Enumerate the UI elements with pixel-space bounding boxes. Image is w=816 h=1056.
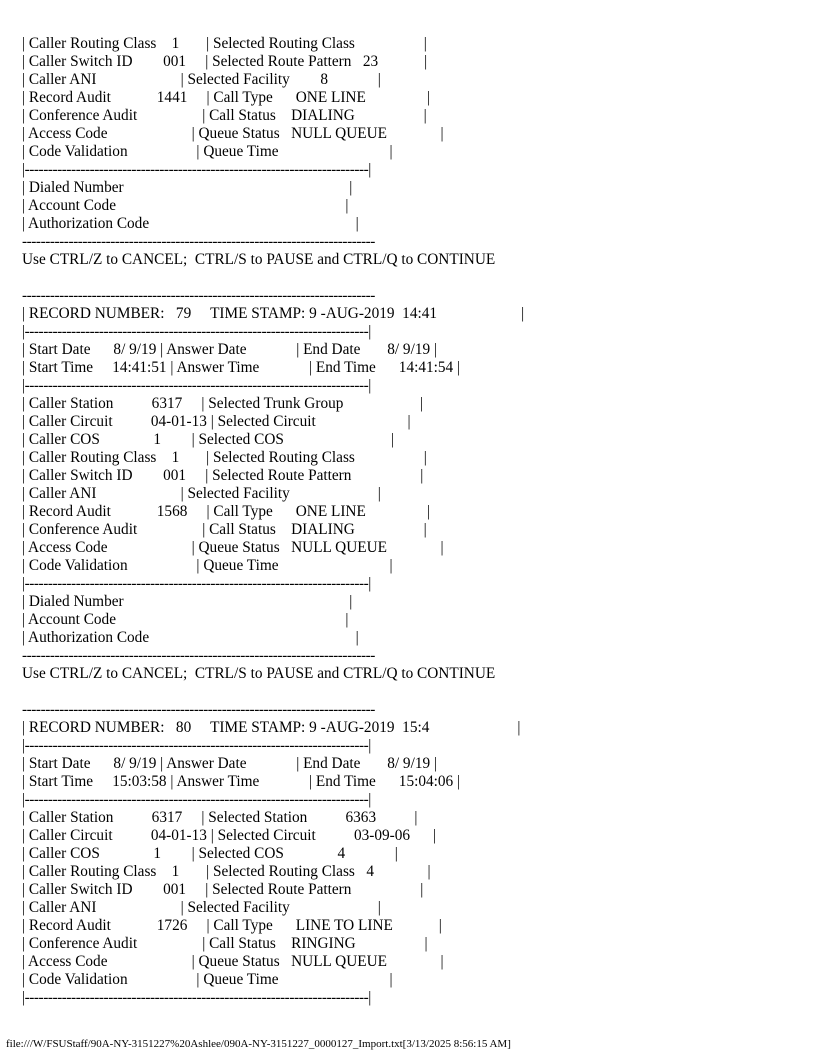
text-line: | RECORD NUMBER: 80 TIME STAMP: 9 -AUG-2019 15:4 | <box>22 719 521 736</box>
text-line: | Record Audit 1726 | Call Type LINE TO LINE | <box>22 917 442 934</box>
text-line: | Dialed Number | <box>22 179 353 196</box>
text-line: | Caller COS 1 | Selected COS | <box>22 431 395 448</box>
text-line: | Record Audit 1441 | Call Type ONE LINE | <box>22 89 431 106</box>
text-line: | Access Code | Queue Status NULL QUEUE | <box>22 953 444 970</box>
text-line: | Record Audit 1568 | Call Type ONE LINE | <box>22 503 431 520</box>
text-line: | Account Code | <box>22 197 349 214</box>
separator-line: ---------------------------------------------------------------------------- <box>22 233 375 250</box>
page-footer-path: file:///W/FSUStaff/90A-NY-3151227%20Ashlee/090A-NY-3151227_0000127_Import.txt[3/13/2025 8:56:15 AM] <box>6 1038 511 1050</box>
text-line: | Caller ANI | Selected Facility | <box>22 485 381 502</box>
text-line: | Conference Audit | Call Status RINGING | <box>22 935 428 952</box>
text-line: | Caller Station 6317 | Selected Trunk Group | <box>22 395 423 412</box>
separator-line: ---------------------------------------------------------------------------- <box>22 647 375 664</box>
separator-line: |--------------------------------------------------------------------------| <box>22 161 371 178</box>
separator-line: ---------------------------------------------------------------------------- <box>22 701 375 718</box>
text-line: | Conference Audit | Call Status DIALING | <box>22 521 427 538</box>
separator-line: |--------------------------------------------------------------------------| <box>22 737 371 754</box>
text-line: | Access Code | Queue Status NULL QUEUE | <box>22 539 444 556</box>
text-line: | Conference Audit | Call Status DIALING | <box>22 107 427 124</box>
text-line: | RECORD NUMBER: 79 TIME STAMP: 9 -AUG-2019 14:41 | <box>22 305 525 322</box>
text-line: | Start Date 8/ 9/19 | Answer Date | End Date 8/ 9/19 | <box>22 341 438 358</box>
text-line: | Account Code | <box>22 611 349 628</box>
document-body <box>22 35 802 1007</box>
text-line: Use CTRL/Z to CANCEL; CTRL/S to PAUSE and CTRL/Q to CONTINUE <box>22 251 496 268</box>
text-line: | Caller Switch ID 001 | Selected Route Pattern 23 | <box>22 53 428 70</box>
text-line: | Dialed Number | <box>22 593 353 610</box>
text-line: | Caller Routing Class 1 | Selected Routing Class | <box>22 449 427 466</box>
separator-line: |--------------------------------------------------------------------------| <box>22 377 371 394</box>
text-line: | Code Validation | Queue Time | <box>22 557 393 574</box>
text-line: | Caller Circuit 04-01-13 | Selected Circuit 03-09-06 | <box>22 827 437 844</box>
text-line: | Code Validation | Queue Time | <box>22 143 393 160</box>
separator-line: |--------------------------------------------------------------------------| <box>22 575 371 592</box>
text-line: | Access Code | Queue Status NULL QUEUE | <box>22 125 444 142</box>
blank-line <box>22 683 802 701</box>
text-line: | Authorization Code | <box>22 629 359 646</box>
text-line: | Caller Circuit 04-01-13 | Selected Circuit | <box>22 413 411 430</box>
text-line: | Caller Routing Class 1 | Selected Routing Class 4 | <box>22 863 431 880</box>
text-line: | Caller ANI | Selected Facility 8 | <box>22 71 381 88</box>
text-line: Use CTRL/Z to CANCEL; CTRL/S to PAUSE and CTRL/Q to CONTINUE <box>22 665 496 682</box>
text-line: | Caller Routing Class 1 | Selected Routing Class | <box>22 35 427 52</box>
text-line: | Caller ANI | Selected Facility | <box>22 899 381 916</box>
text-line: | Caller Switch ID 001 | Selected Route Pattern | <box>22 467 424 484</box>
text-line: | Code Validation | Queue Time | <box>22 971 393 988</box>
text-line: | Start Time 14:41:51 | Answer Time | End Time 14:41:54 | <box>22 359 461 376</box>
text-line: | Caller COS 1 | Selected COS 4 | <box>22 845 398 862</box>
blank-line <box>22 269 802 287</box>
text-line: | Caller Switch ID 001 | Selected Route Pattern | <box>22 881 424 898</box>
text-line: | Start Date 8/ 9/19 | Answer Date | End Date 8/ 9/19 | <box>22 755 438 772</box>
separator-line: |--------------------------------------------------------------------------| <box>22 791 371 808</box>
separator-line: ---------------------------------------------------------------------------- <box>22 287 375 304</box>
text-line: | Start Time 15:03:58 | Answer Time | End Time 15:04:06 | <box>22 773 461 790</box>
text-line: | Caller Station 6317 | Selected Station 6363 | <box>22 809 418 826</box>
text-line: | Authorization Code | <box>22 215 359 232</box>
separator-line: |--------------------------------------------------------------------------| <box>22 323 371 340</box>
separator-line: |--------------------------------------------------------------------------| <box>22 989 371 1006</box>
